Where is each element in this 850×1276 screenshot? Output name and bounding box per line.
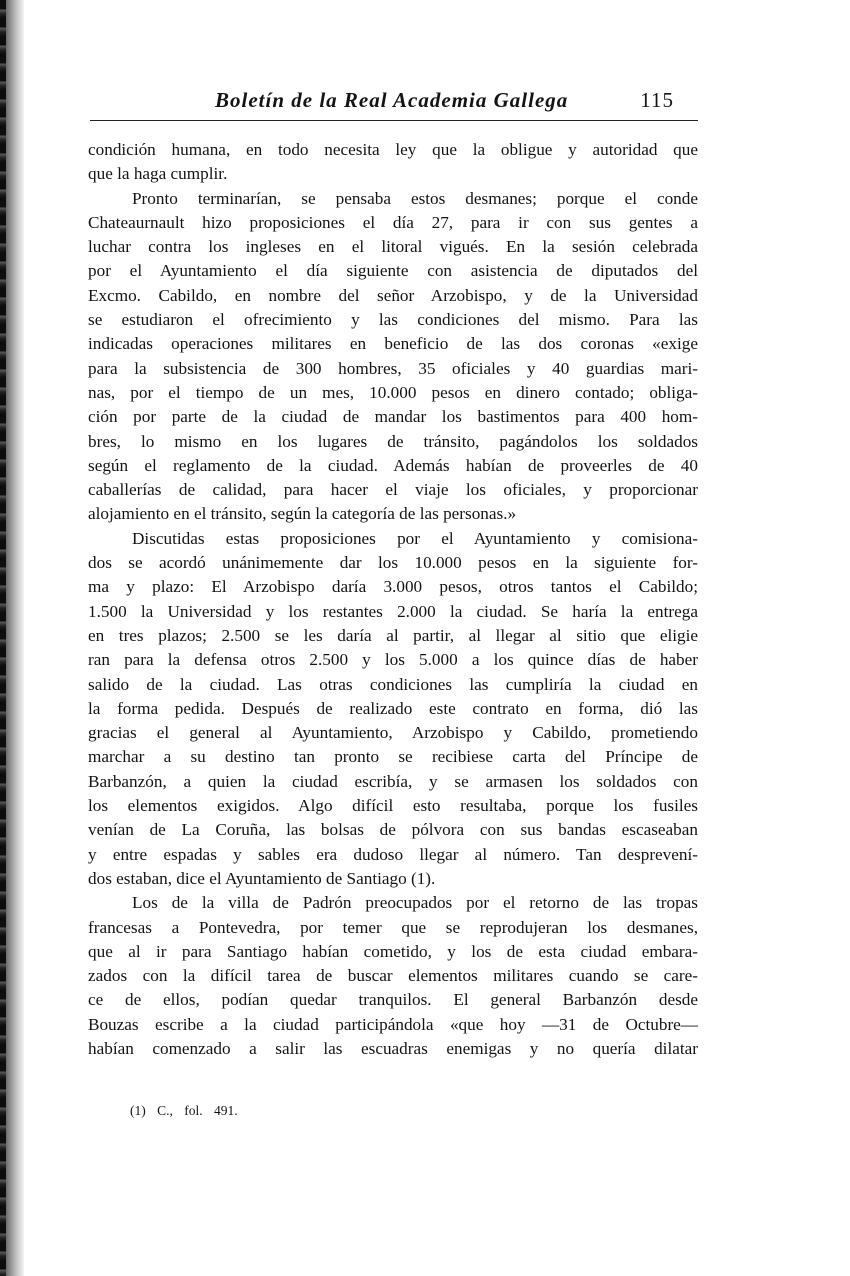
- text-line: Discutidas estas proposiciones por el Ayuntamiento y comisiona-: [132, 528, 698, 548]
- text-line: Bouzas escribe a la ciudad participándola «que hoy —31 de Octubre—: [88, 1014, 698, 1034]
- text-line: alojamiento en el tránsito, según la categoría de las personas.»: [88, 504, 517, 524]
- text-line: Los de la villa de Padrón preocupados por el retorno de las tropas: [132, 893, 698, 913]
- text-line: luchar contra los ingleses en el litoral vigués. En la sesión celebrada: [88, 237, 698, 257]
- text-line: nas, por el tiempo de un mes, 10.000 pesos en dinero contado; obliga-: [88, 382, 698, 402]
- text-line: venían de La Coruña, las bolsas de pólvora con sus bandas escaseaban: [88, 820, 698, 840]
- body-text: [88, 138, 698, 1061]
- text-line: ma y plazo: El Arzobispo daría 3.000 pesos, otros tantos el Cabildo;: [88, 577, 698, 597]
- text-line: que al ir para Santiago habían cometido, y los de esta ciudad embara-: [88, 941, 698, 961]
- text-line: por el Ayuntamiento el día siguiente con asistencia de diputados del: [88, 261, 698, 281]
- text-line: 1.500 la Universidad y los restantes 2.000 la ciudad. Se haría la entrega: [88, 601, 698, 621]
- text-line: en tres plazos; 2.500 se les daría al partir, al llegar al sitio que eligie: [88, 625, 698, 645]
- text-line: caballerías de calidad, para hacer el viaje los oficiales, y proporcionar: [88, 480, 698, 500]
- text-line: gracias el general al Ayuntamiento, Arzobispo y Cabildo, prometiendo: [88, 723, 698, 743]
- text-line: ción por parte de la ciudad de mandar los bastimentos para 400 hom-: [88, 407, 698, 427]
- text-line: Pronto terminarían, se pensaba estos desmanes; porque el conde: [132, 188, 698, 208]
- text-line: ran para la defensa otros 2.500 y los 5.000 a los quince días de haber: [88, 650, 698, 670]
- page-header: [90, 88, 698, 121]
- text-line: indicadas operaciones militares en beneficio de las dos coronas «exige: [88, 334, 698, 354]
- text-line: los elementos exigidos. Algo difícil esto resultaba, porque los fusiles: [88, 796, 698, 816]
- footnote: (1) C., fol. 491.: [130, 1103, 238, 1118]
- text-line: zados con la difícil tarea de buscar elementos militares cuando se care-: [88, 966, 698, 986]
- text-line: que la haga cumplir.: [88, 164, 228, 184]
- text-line: se estudiaron el ofrecimiento y las condiciones del mismo. Para las: [88, 310, 698, 330]
- text-line: Excmo. Cabildo, en nombre del señor Arzobispo, y de la Universidad: [88, 285, 698, 305]
- text-line: francesas a Pontevedra, por temer que se reprodujeran los desmanes,: [88, 917, 698, 937]
- text-line: y entre espadas y sables era dudoso llegar al número. Tan desprevení-: [88, 844, 698, 864]
- page-binding-spine: [0, 0, 6, 1276]
- running-title: Boletín de la Real Academia Gallega: [215, 88, 569, 112]
- text-line: la forma pedida. Después de realizado este contrato en forma, dió las: [88, 698, 698, 718]
- text-line: condición humana, en todo necesita ley que la obligue y autoridad que: [88, 140, 698, 159]
- text-line: habían comenzado a salir las escuadras enemigas y no quería dilatar: [88, 1038, 698, 1058]
- text-line: para la subsistencia de 300 hombres, 35 oficiales y 40 guardias mari-: [88, 358, 698, 378]
- text-line: Barbanzón, a quien la ciudad escribía, y se armasen los soldados con: [88, 771, 698, 791]
- text-line: dos se acordó unánimemente dar los 10.000 pesos en la siguiente for-: [88, 553, 698, 573]
- page-number: 115: [640, 88, 674, 112]
- text-line: dos estaban, dice el Ayuntamiento de Santiago (1).: [88, 868, 436, 888]
- text-line: Chateaurnault hizo proposiciones el día 27, para ir con sus gentes a: [88, 212, 698, 232]
- text-line: marchar a su destino tan pronto se recibiese carta del Príncipe de: [88, 747, 698, 767]
- text-line: salido de la ciudad. Las otras condiciones las cumpliría la ciudad en: [88, 674, 698, 694]
- text-line: bres, lo mismo en los lugares de tránsito, pagándolos los soldados: [88, 431, 698, 451]
- text-line: ce de ellos, podían quedar tranquilos. El general Barbanzón desde: [88, 990, 698, 1010]
- text-line: según el reglamento de la ciudad. Además habían de proveerles de 40: [88, 455, 698, 475]
